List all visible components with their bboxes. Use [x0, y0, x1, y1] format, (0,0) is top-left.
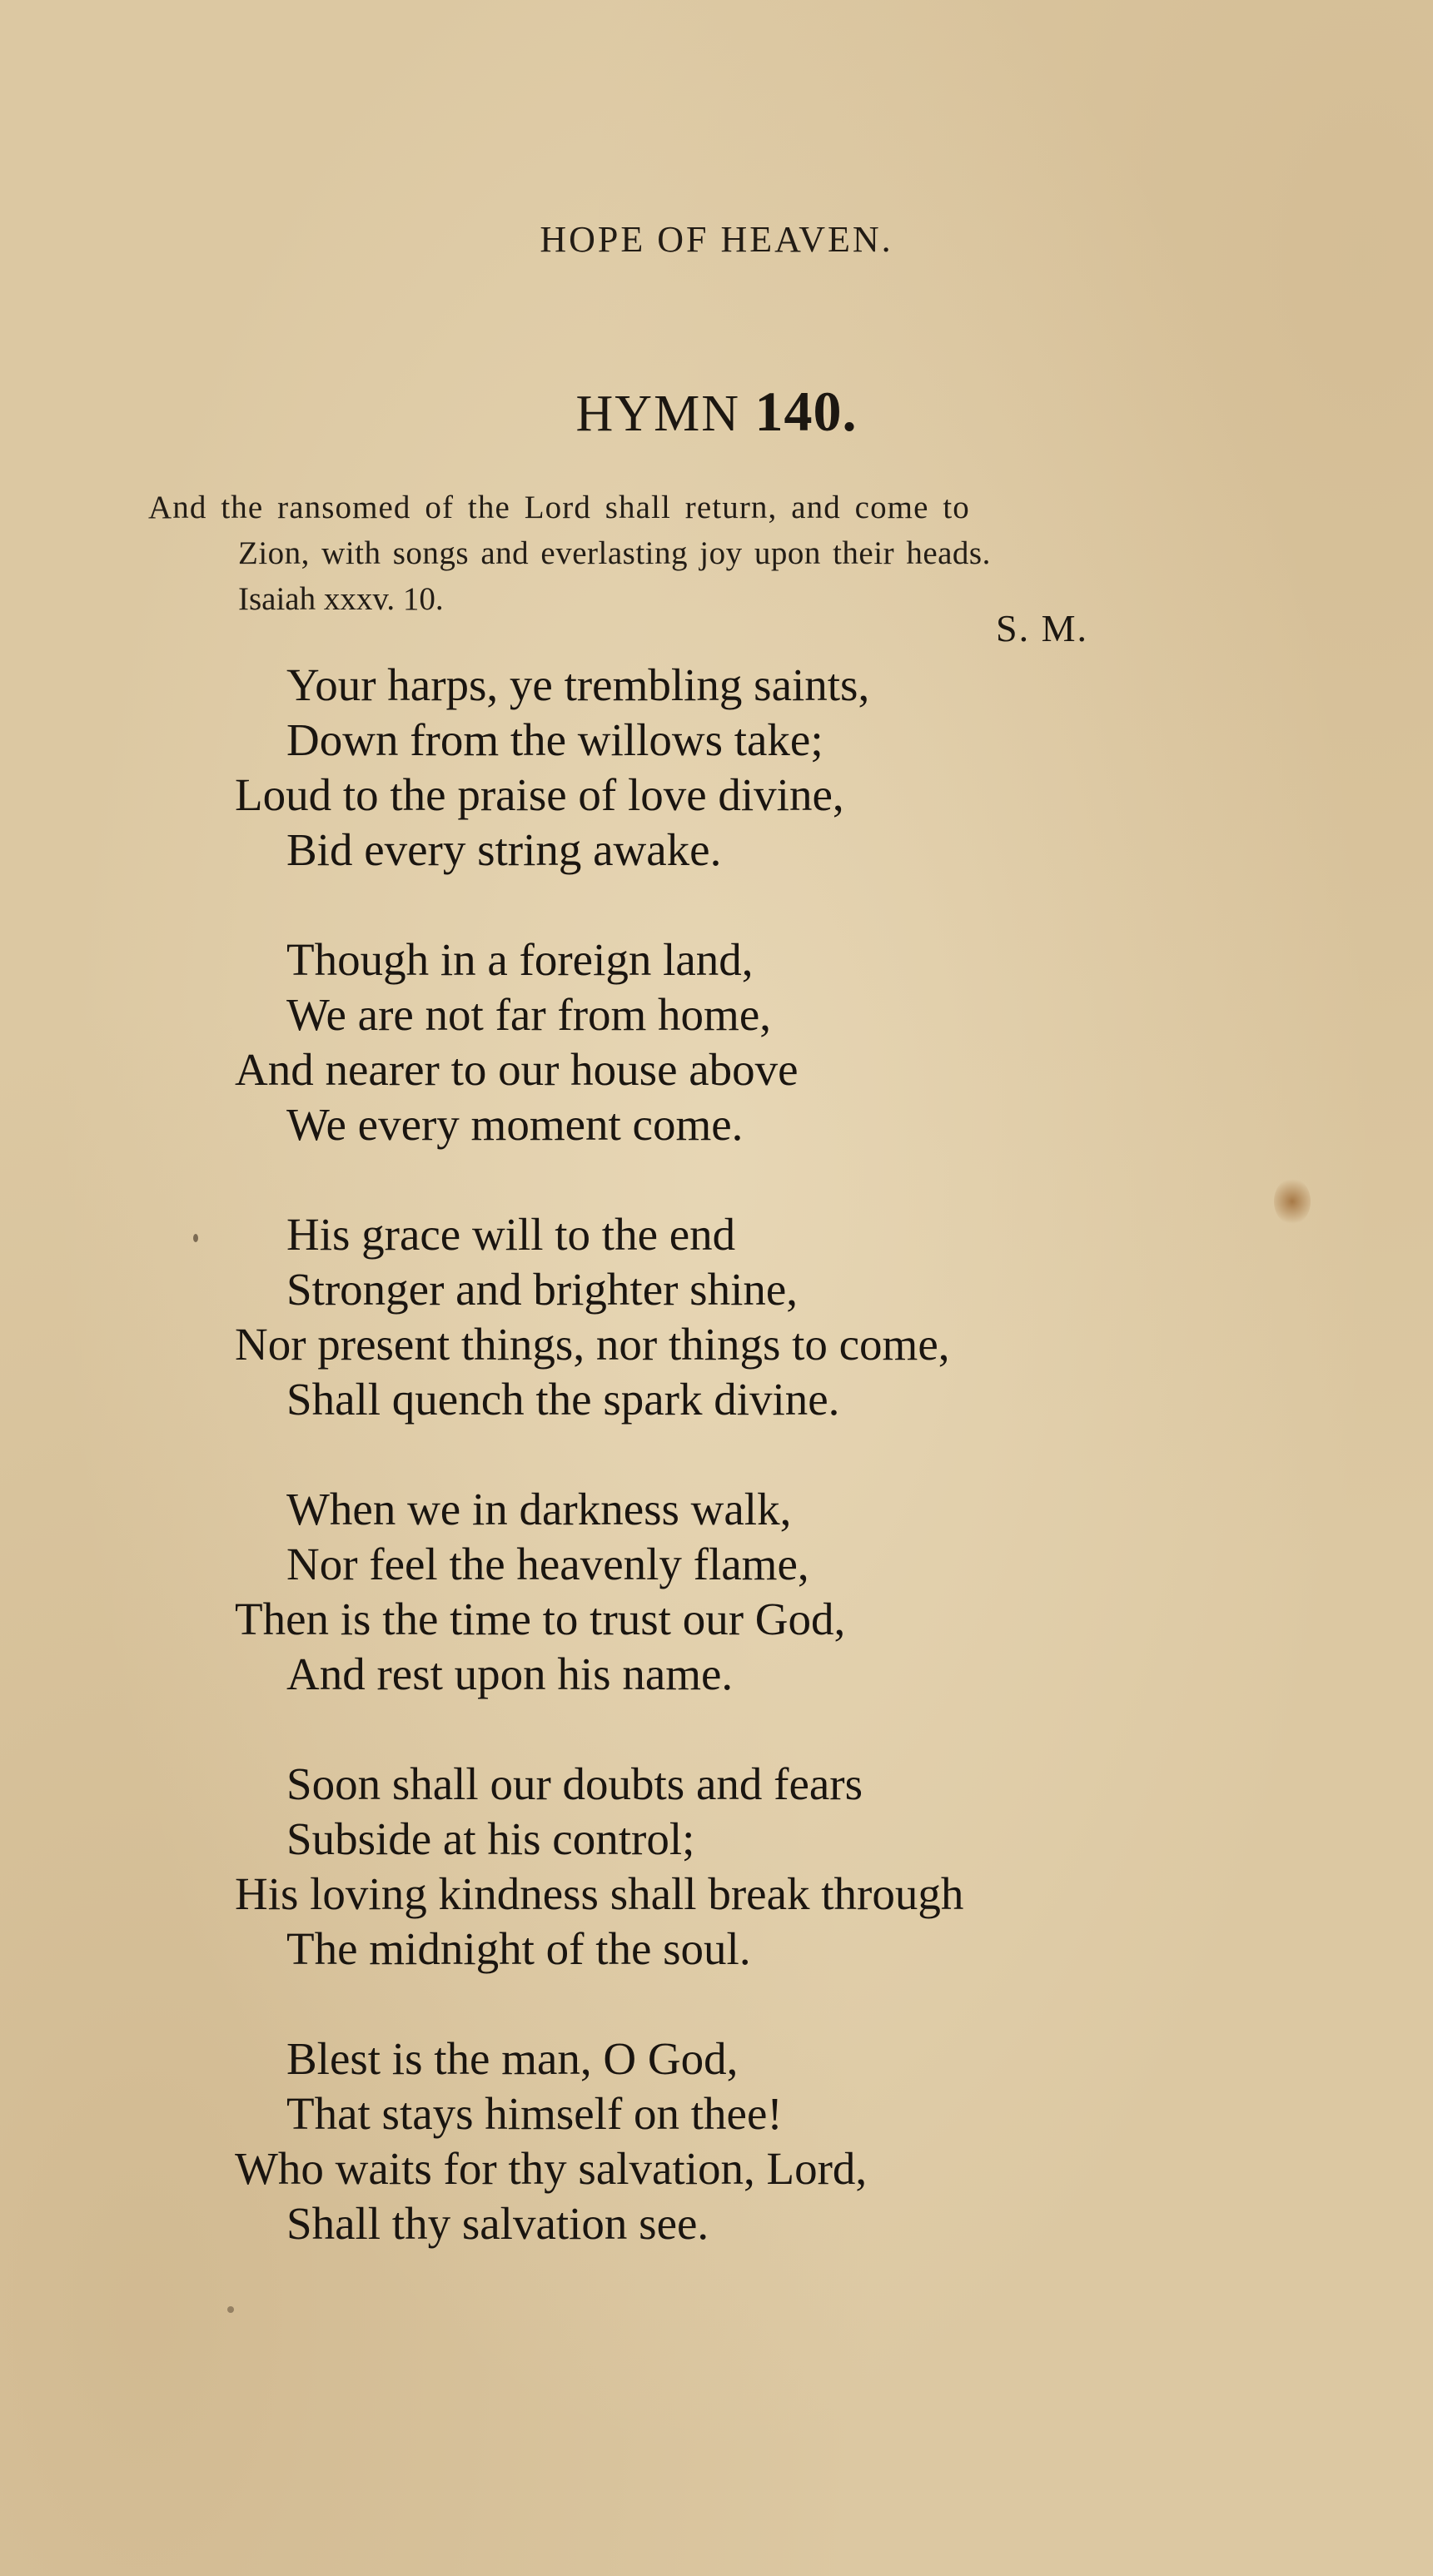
hymn-title	[0, 379, 1433, 445]
epigraph	[148, 485, 1231, 622]
hymn-verses	[235, 658, 1234, 2306]
paper-stain	[227, 2306, 234, 2313]
verse-line: Your harps, ye trembling saints,	[286, 659, 870, 710]
verse-line: Stronger and brighter shine,	[286, 1264, 799, 1315]
running-head: HOPE OF HEAVEN.	[540, 219, 893, 260]
verse-line: We are not far from home,	[286, 989, 771, 1040]
hymn-number: 140.	[754, 380, 858, 443]
verse-line: Then is the time to trust our God,	[235, 1594, 846, 1644]
verse-line: And nearer to our house above	[235, 1044, 799, 1095]
verse-line: We every moment come.	[286, 1099, 744, 1150]
verse-line: His loving kindness shall break through	[235, 1868, 964, 1919]
verse-line: Shall quench the spark divine.	[286, 1374, 840, 1425]
verse-line: Nor present things, nor things to come,	[235, 1319, 950, 1370]
verse-line: Subside at his control;	[286, 1813, 695, 1864]
paper-stain	[193, 1234, 198, 1242]
verse-line: Shall thy salvation see.	[286, 2198, 709, 2249]
verse-line: Blest is the man, O God,	[286, 2033, 739, 2084]
verse-line: And rest upon his name.	[286, 1649, 734, 1699]
stanza	[235, 932, 1234, 1152]
epigraph-citation: Isaiah xxxv. 10.	[238, 581, 444, 617]
hymn-label: HYMN	[575, 385, 740, 442]
verse-line: His grace will to the end	[286, 1209, 736, 1260]
verse-line: Down from the willows take;	[286, 714, 823, 765]
paper-stain	[1274, 1178, 1311, 1225]
verse-line: Nor feel the heavenly flame,	[286, 1539, 809, 1589]
stanza	[235, 658, 1234, 878]
verse-line: When we in darkness walk,	[286, 1484, 792, 1534]
epigraph-line: Zion, with songs and everlasting joy upon their heads.	[238, 535, 991, 571]
stanza	[235, 1207, 1234, 1427]
verse-line: The midnight of the soul.	[286, 1923, 751, 1974]
verse-line: Soon shall our doubts and fears	[286, 1758, 863, 1809]
verse-line: Who waits for thy salvation, Lord,	[235, 2143, 868, 2194]
epigraph-line: And the ransomed of the Lord shall return, and come to	[148, 490, 970, 525]
verse-line: Loud to the praise of love divine,	[235, 769, 844, 820]
verse-line: That stays himself on thee!	[286, 2088, 783, 2139]
verse-line: Bid every string awake.	[286, 824, 722, 875]
meter-label: S. M.	[996, 607, 1088, 649]
verse-line: Though in a foreign land,	[286, 934, 754, 985]
stanza	[235, 2031, 1234, 2251]
stanza	[235, 1482, 1234, 1702]
stanza	[235, 1757, 1234, 1977]
